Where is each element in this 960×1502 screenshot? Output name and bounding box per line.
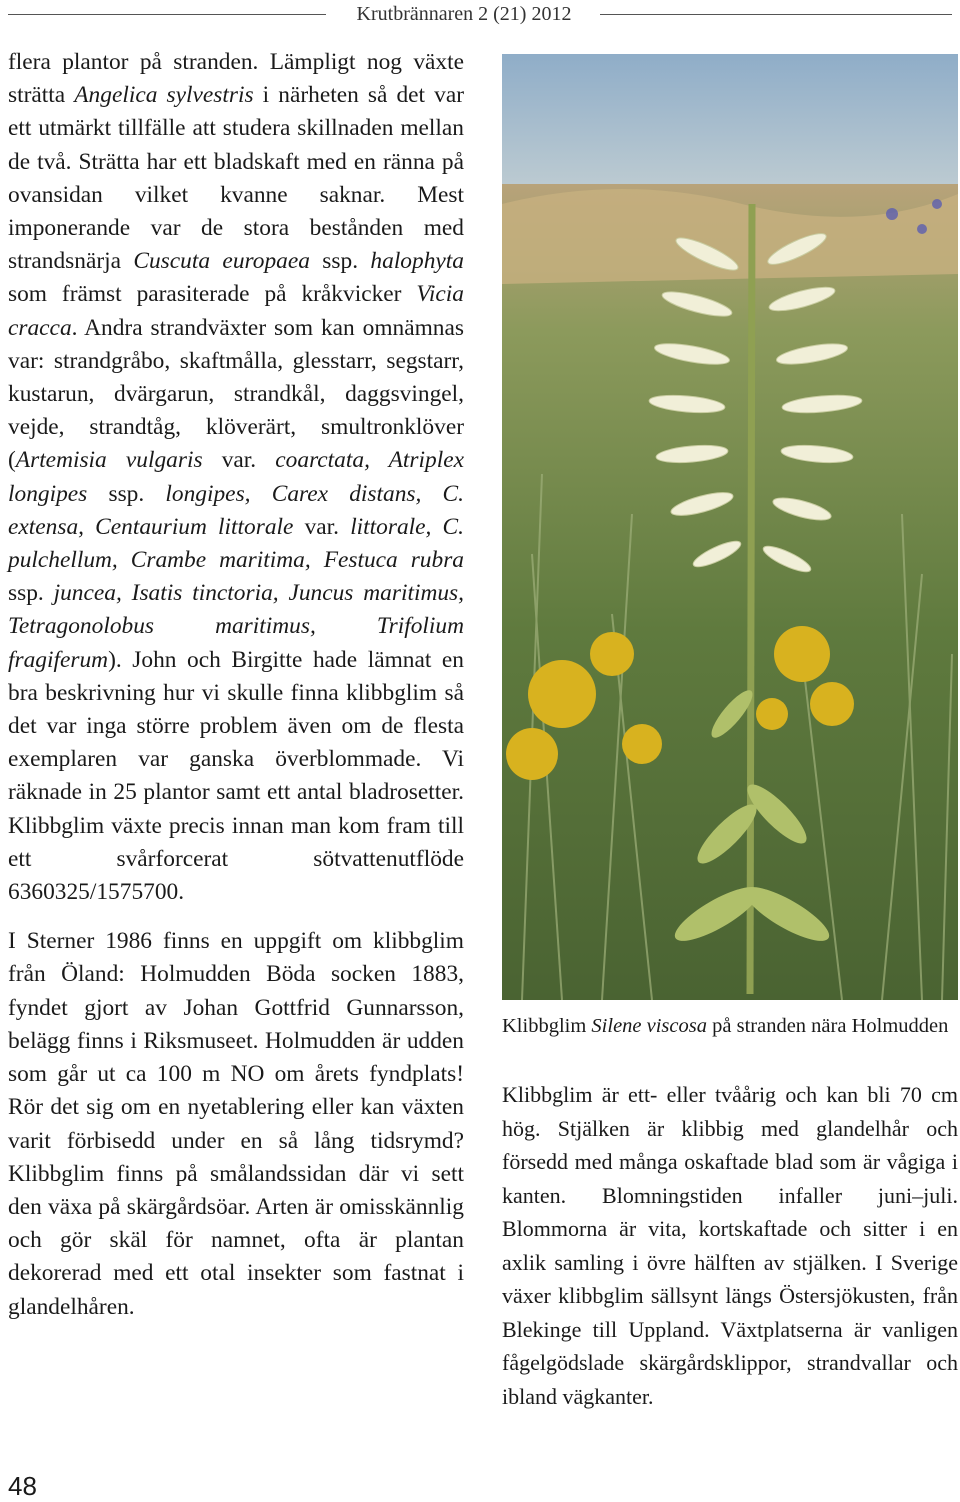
species-description: Klibbglim är ett- eller tvåårig och kan bli 70 cm hög. Stjälken är klibbig med glandelhår och försedd med många oskaftade blad som är vågiga i kanten. Blomningstiden infaller juni–juli. Blommorna är vita, kortskaftade och sitter i en axlik samling i övre hälften av stjälken. I Sverige växer klibbglim sällsynt längs Östersjökusten, från Blekinge till Uppland. Växtplatserna är vanligen fågelgödslade skärgårdsklippor, strandvallar och ibland vägkanter. [502, 1082, 958, 1409]
page-number: 48 [8, 1471, 37, 1501]
header-rule-left [8, 14, 326, 15]
running-head: Krutbrännaren 2 (21) 2012 [356, 3, 572, 25]
plant-photo-illustration [502, 54, 958, 1000]
body-paragraph-2: I Sterner 1986 finns en uppgift om klibbglim från Öland: Holmudden Böda socken 1883, fyndet gjort av Johan Gottfrid Gunnarsson, belägg finns i Riksmuseet. Holmudden är udden som går ut ca 100 m NO om årets fyndplats! Rör det sig om en nyetablering eller kan växten varit förbisedd under en så lång tidsrymd? Klibbglim finns på smålandssidan där vi sett den växa på skärgårdsöar. Arten är omisskännlig och gör skäl för namnet, ofta är plantan dekorerad med ett otal insekter som fastnat i glandelhåren. [8, 928, 464, 1320]
left-column [8, 46, 464, 1324]
photo-caption: Klibbglim Silene viscosa på stranden nära Holmudden [502, 1015, 949, 1037]
plant-photo [502, 54, 958, 1000]
header-rule-right [600, 14, 952, 15]
body-paragraph-1: flera plantor på stranden. Lämpligt nog växte strätta Angelica sylvestris i närheten så det var ett utmärkt tillfälle att studera skillnaden mellan de två. Strätta har ett bladskaft med en ränna på ovansidan vilket kvanne saknar. Mest imponerande var de stora bestånden med strandsnärja Cuscuta europaea ssp. halophyta som främst parasiterade på kråkvicker Vicia cracca. Andra strandväxter som kan omnämnas var: strandgråbo, skaftmålla, glesstarr, segstarr, kustarun, dvärgarun, strandkål, daggsvingel, vejde, strandtåg, klöverärt, smultronklöver (Artemisia vulgaris var. coarctata, Atriplex longipes ssp. longipes, Carex distans, C. extensa, Centaurium littorale var. littorale, C. pulchellum, Crambe maritima, Festuca rubra ssp. juncea, Isatis tinctoria, Juncus maritimus, Tetragonolobus maritimus, Trifolium fragiferum). John och Birgitte hade lämnat en bra beskrivning hur vi skulle finna klibbglim så det var inga större problem även om de flesta exemplaren var ganska överblommade. Vi räknade in 25 plantor samt ett antal bladrosetter. Klibbglim växte precis innan man kom fram till ett svårforcerat sötvattenutflöde 6360325/1575700. [8, 49, 465, 906]
